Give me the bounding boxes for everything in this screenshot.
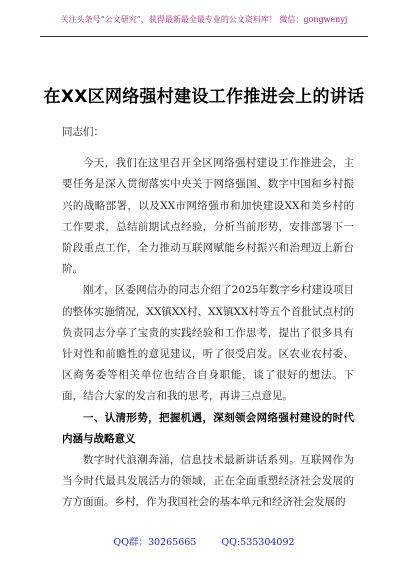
paragraph-review: 刚才，区委网信办的同志介绍了2025年数字乡村建设项目的整体实施情况，XX镇XX村、XX镇XX村等五个首批试点村的负责同志分享了宝贵的实践经验和工作思考，提出了很多具有针对性和前瞻性的意见建议，听了很受启发。区农业农村委、区商务委等相关单位也结合自身职能，谈了很好的想法。下面，结合大家的发言和我的思考，再讲三点意见。 xyxy=(62,284,354,403)
paragraph-section-1: 数字时代浪潮奔涌，信息技术最新讲话系列。互联网作为当今时代最具发展活力的领域，正在全面重塑经济社会发展的方方面面。乡村，作为我国社会的基本单元和经济社会发展的 xyxy=(62,454,354,509)
footer-contact xyxy=(0,534,408,548)
footer-qq-group: QQ群：30265665 xyxy=(113,537,197,548)
header-divider xyxy=(40,36,368,37)
document-body xyxy=(62,122,354,514)
footer-qq: QQ:535304092 xyxy=(221,537,295,548)
header-banner: 关注头条号“公文研究”，获得最新最全最专业的公文资料库！ 微信：gongwenyj xyxy=(60,15,348,24)
document-title: 在XX区网络强村建设工作推进会上的讲话 xyxy=(43,87,365,107)
paragraph-opening: 今天，我们在这里召开全区网络强村建设工作推进会，主要任务是深入贯彻落实中央关于网络强国、数字中国和乡村振兴的战略部署，以及XX市网络强市和加快建设XX和美乡村的工作要求，总结前期试点经验，分析当前形势，安排部署下一阶段重点工作，全力推动互联网赋能乡村振兴和治理迈上新台阶。 xyxy=(62,157,354,276)
section-heading-1: 一、认清形势，把握机遇，深刻领会网络强村建设的时代内涵与战略意义 xyxy=(62,411,354,445)
salutation: 同志们： xyxy=(62,126,104,138)
